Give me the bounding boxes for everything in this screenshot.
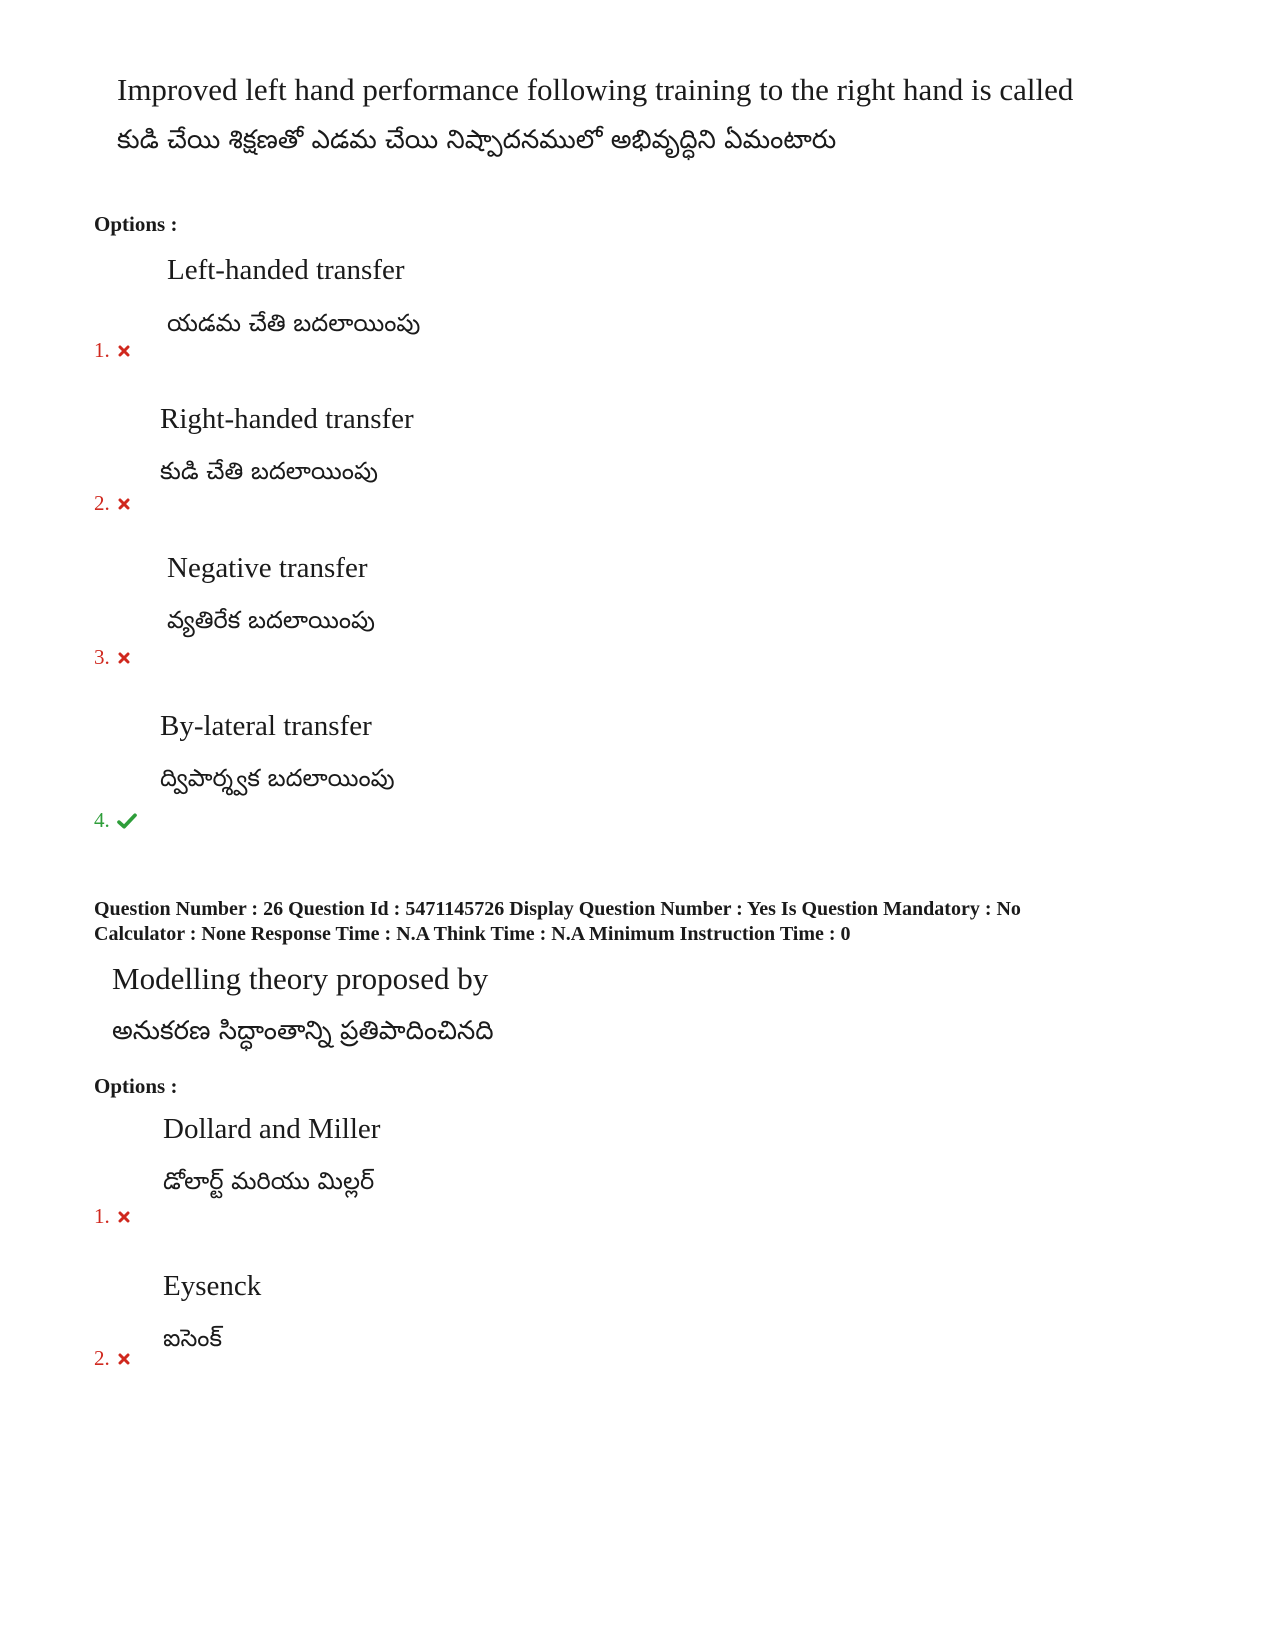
- option-number: [94, 338, 131, 363]
- option-text-te: ద్విపార్శ్వక బదలాయింపు: [160, 764, 395, 792]
- option-text-en: Right-handed transfer: [160, 403, 414, 435]
- option-number-label: 2.: [94, 1346, 110, 1370]
- option-number: [94, 1204, 131, 1229]
- option-text-en: Eysenck: [163, 1270, 262, 1302]
- option-number-label: 2.: [94, 491, 110, 515]
- option-text-en: Dollard and Miller: [163, 1113, 381, 1145]
- option-text-te: డోలార్ట్ మరియు మిల్లర్: [163, 1167, 375, 1195]
- option-text-te: యడమ చేతి బదలాయింపు: [167, 309, 421, 337]
- cross-icon: [117, 497, 131, 511]
- options-label: Options :: [94, 1074, 178, 1098]
- option-text-en: Negative transfer: [167, 552, 368, 584]
- options-label: Options :: [94, 212, 178, 236]
- option-text-en: By-lateral transfer: [160, 710, 372, 742]
- option-number-label: 3.: [94, 645, 110, 669]
- option-number-label: 1.: [94, 338, 110, 362]
- cross-icon: [117, 1210, 131, 1224]
- cross-icon: [117, 1352, 131, 1366]
- option-number: [94, 1346, 131, 1371]
- question-meta-line: Calculator : None Response Time : N.A Think Time : N.A Minimum Instruction Time : 0: [94, 923, 851, 945]
- option-text-te: వ్యతిరేక బదలాయింపు: [167, 606, 376, 634]
- option-number-label: 4.: [94, 808, 110, 832]
- check-icon: [117, 813, 137, 829]
- option-text-te: ఐసెంక్: [163, 1324, 222, 1352]
- question-meta-line: Question Number : 26 Question Id : 5471145726 Display Question Number : Yes Is Question Mandatory : No: [94, 898, 1021, 920]
- option-text-en: Left-handed transfer: [167, 254, 405, 286]
- cross-icon: [117, 651, 131, 665]
- question-text-te: కుడి చేయి శిక్షణతో ఎడమ చేయి నిష్పాదనములో అభివృద్ధిని ఏమంటారు: [117, 125, 837, 155]
- cross-icon: [117, 344, 131, 358]
- option-number: [94, 808, 137, 833]
- option-number: [94, 491, 131, 516]
- option-text-te: కుడి చేతి బదలాయింపు: [160, 457, 378, 485]
- option-number-label: 1.: [94, 1204, 110, 1228]
- question-text-en: Improved left hand performance following training to the right hand is called: [117, 72, 1074, 107]
- option-number: [94, 645, 131, 670]
- question-text-en: Modelling theory proposed by: [112, 961, 489, 996]
- question-text-te: అనుకరణ సిద్ధాంతాన్ని ప్రతిపాదించినది: [112, 1016, 494, 1046]
